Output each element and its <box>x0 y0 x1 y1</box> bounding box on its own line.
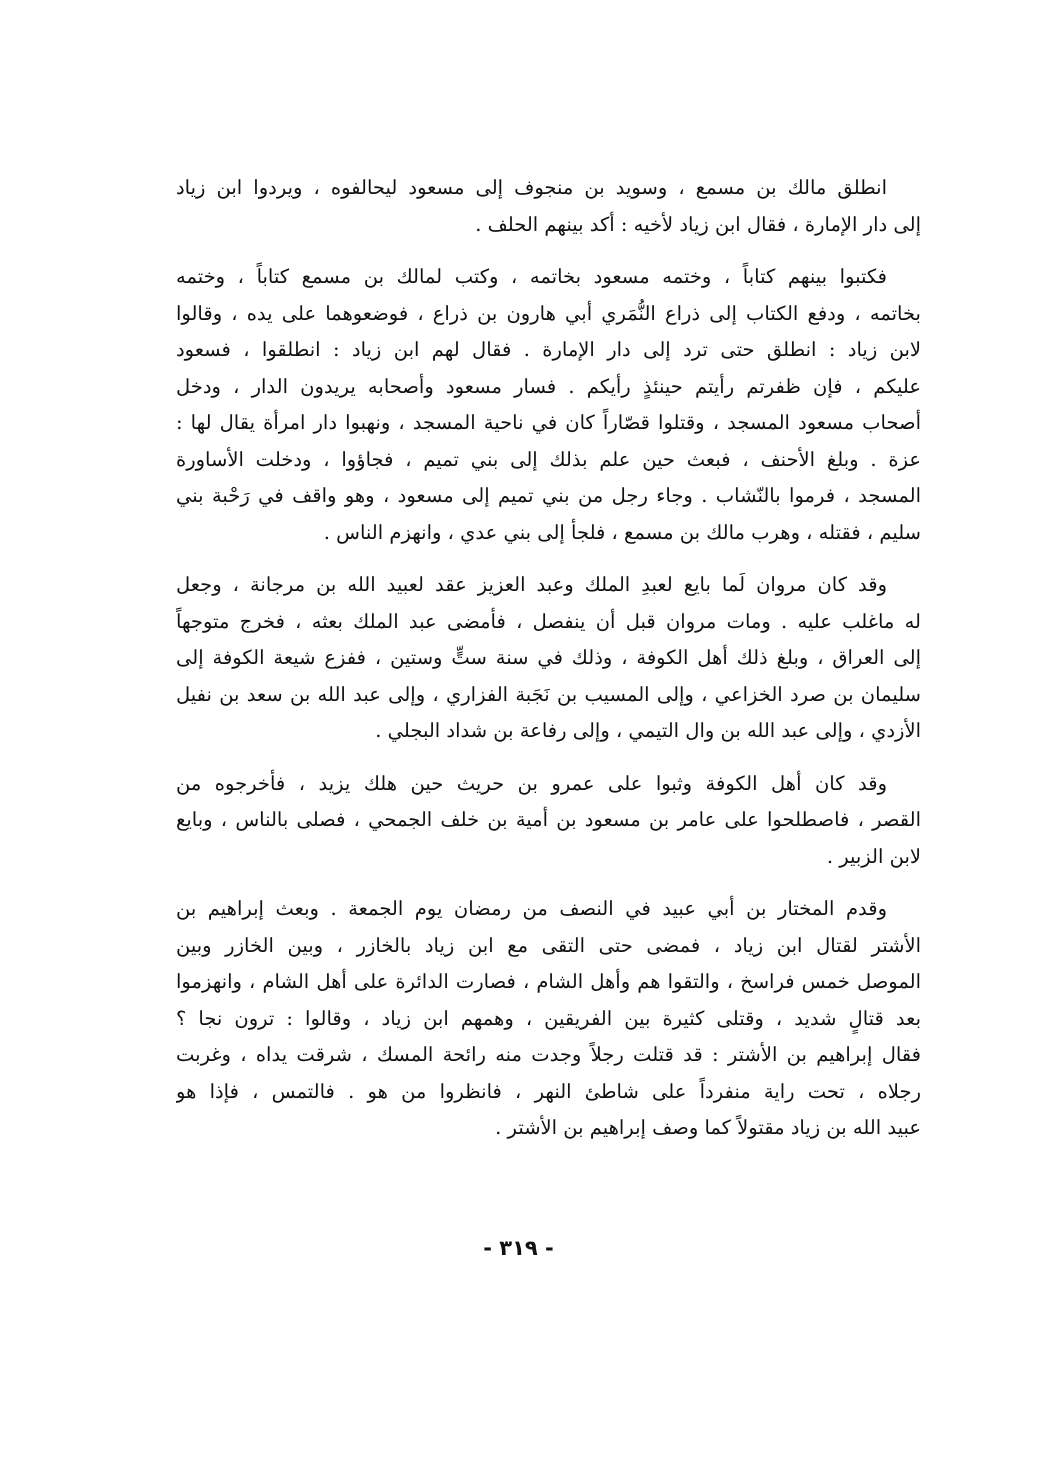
text-line: الأزدي ، وإلى عبد الله بن وال التيمي ، وإلى رفاعة بن شداد البجلي . <box>375 719 921 742</box>
text-line: فكتبوا بينهم كتاباً ، وختمه مسعود بخاتمه ، وكتب لمالك بن مسمع كتاباً ، وختمه <box>176 265 887 288</box>
paragraph-4 <box>176 766 921 876</box>
text-line: له ماغلب عليه . ومات مروان قبل أن ينفصل ، فأمضى عبد الملك بعثه ، فخرج متوجهاً <box>176 609 921 633</box>
text-line: رجلاه ، تحت راية منفرداً على شاطئ النهر ، فانظروا من هو . فالتمس ، فإذا هو <box>176 1079 921 1103</box>
paragraph-2 <box>176 259 921 551</box>
text-line: سليمان بن صرد الخزاعي ، وإلى المسيب بن نَجَبة الفزاري ، وإلى عبد الله بن سعد بن نفيل <box>176 682 921 706</box>
text-line: أصحاب مسعود المسجد ، وقتلوا قصّاراً كان في ناحية المسجد ، ونهبوا دار امرأة يقال لها : <box>176 411 921 434</box>
body-text <box>176 170 921 1163</box>
text-line: انطلق مالك بن مسمع ، وسويد بن منجوف إلى مسعود ليحالفوه ، ويردوا ابن زياد <box>176 176 887 199</box>
text-line: القصر ، فاصطلحوا على عامر بن مسعود بن أمية بن خلف الجمحي ، فصلى بالناس ، وبايع <box>176 808 921 831</box>
text-line: الأشتر لقتال ابن زياد ، فمضى حتى التقى مع ابن زياد بالخازر ، وبين الخازر وبين <box>176 933 921 957</box>
text-line: لابن زياد : انطلق حتى ترد إلى دار الإمارة . فقال لهم ابن زياد : انطلقوا ، فسعود <box>176 338 921 361</box>
text-line: عليكم ، فإن ظفرتم رأيتم حينئذٍ رأيكم . فسار مسعود وأصحابه يريدون الدار ، ودخل <box>176 374 921 398</box>
text-line: إلى دار الإمارة ، فقال ابن زياد لأخيه : أكد بينهم الحلف . <box>475 212 921 236</box>
page-number: - ٣١٩ - <box>483 1236 554 1260</box>
text-line: لابن الزبير . <box>826 844 921 868</box>
paragraph-3 <box>176 567 921 750</box>
paragraph-5 <box>176 891 921 1147</box>
text-line: بعد قتالٍ شديد ، وقتلى كثيرة بين الفريقين ، وهمهم ابن زياد ، وقالوا : ترون نجا ؟ <box>176 1006 921 1030</box>
text-line: فقال إبراهيم بن الأشتر : قد قتلت رجلاً وجدت منه رائحة المسك ، شرقت يداه ، وغربت <box>176 1043 921 1066</box>
text-line: وقدم المختار بن أبي عبيد في النصف من رمضان يوم الجمعة . وبعث إبراهيم بن <box>176 897 887 920</box>
text-line: الموصل خمس فراسخ ، والتقوا هم وأهل الشام ، فصارت الدائرة على أهل الشام ، وانهزموا <box>176 970 921 993</box>
text-line: إلى العراق ، وبلغ ذلك أهل الكوفة ، وذلك في سنة ستٍّ وستين ، ففزع شيعة الكوفة إلى <box>176 646 921 669</box>
text-line: عبيد الله بن زياد مقتولاً كما وصف إبراهيم بن الأشتر . <box>495 1116 921 1139</box>
text-line: عزة . وبلغ الأحنف ، فبعث حين علم بذلك إلى بني تميم ، فجاؤوا ، ودخلت الأساورة <box>176 447 921 471</box>
text-line: سليم ، فقتله ، وهرب مالك بن مسمع ، فلجأ إلى بني عدي ، وانهزم الناس . <box>323 520 921 544</box>
paragraph-1 <box>176 170 921 243</box>
text-line: وقد كان مروان لَما بايع لعبدِ الملك وعبد العزيز عقد لعبيد الله بن مرجانة ، وجعل <box>176 573 887 596</box>
text-line: المسجد ، فرموا بالنّشاب . وجاء رجل من بني تميم إلى مسعود ، وهو واقف في رَحْبة بني <box>176 484 921 507</box>
text-line: بخاتمه ، ودفع الكتاب إلى ذراع النُّمَري أبي هارون بن ذراع ، فوضعوهما على يده ، وقالوا <box>176 301 921 325</box>
text-line: وقد كان أهل الكوفة وثبوا على عمرو بن حريث حين هلك يزيد ، فأخرجوه من <box>176 771 887 795</box>
